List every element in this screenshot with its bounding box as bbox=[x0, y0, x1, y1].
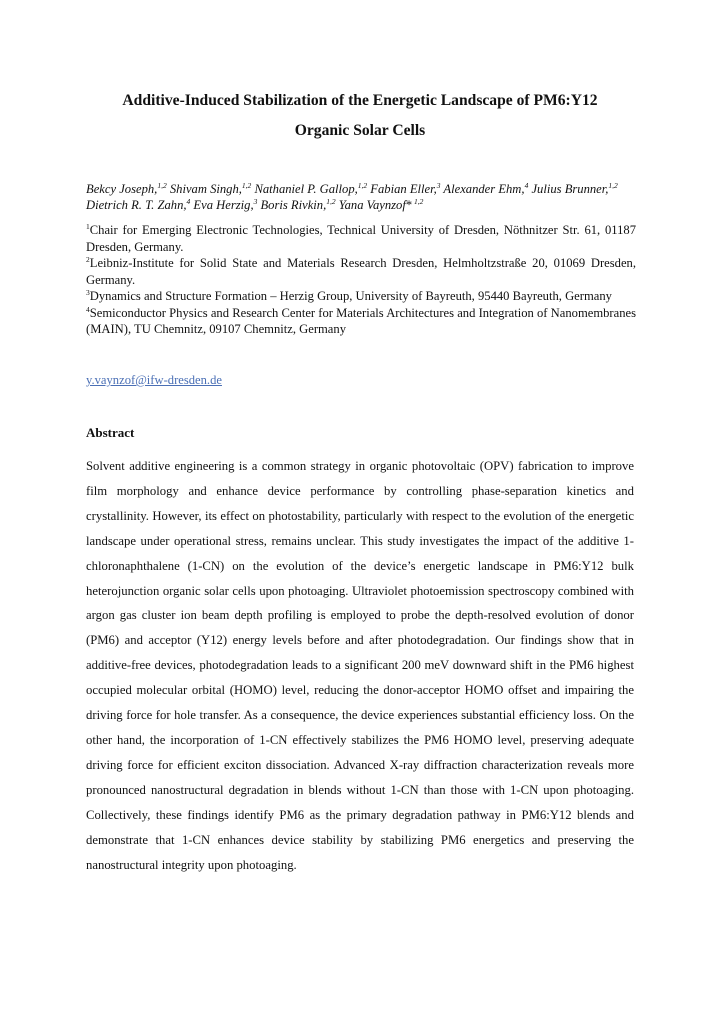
author-name: Fabian Eller, bbox=[367, 182, 437, 196]
author-affil-sup: 3 bbox=[436, 181, 441, 190]
affiliation-text: Semiconductor Physics and Research Center for Materials Architectures and Integration of Nanomembranes (MAIN), TU Chemnitz, 09107 Chemnitz, Germany bbox=[86, 305, 636, 336]
affiliation-number: 3 bbox=[86, 288, 90, 297]
author-name: Bekcy Joseph, bbox=[86, 182, 158, 196]
affiliation-number: 2 bbox=[86, 255, 90, 264]
author-name: Nathaniel P. Gallop, bbox=[251, 182, 358, 196]
affiliation-list bbox=[86, 222, 636, 338]
abstract-body: Solvent additive engineering is a common strategy in organic photovoltaic (OPV) fabrication to improve film morphology and enhance device performance by controlling phase-separation kinetics and crystallinity. However, its effect on photostability, particularly with respect to the evolution of the energetic landscape under operational stress, remains unclear. This study investigates the impact of the additive 1-chloronaphthalene (1-CN) on the evolution of the device’s energetic landscape in PM6:Y12 bulk heterojunction organic solar cells upon photoaging. Ultraviolet photoemission spectroscopy combined with argon gas cluster ion beam depth profiling is employed to probe the depth-resolved evolution of donor (PM6) and acceptor (Y12) energy levels before and after photodegradation. Our findings show that in additive-free devices, photodegradation leads to a significant 200 meV downward shift in the PM6 highest occupied molecular orbital (HOMO) level, reducing the donor-acceptor HOMO offset and impairing the driving force for hole transfer. As a consequence, the device experiences substantial efficiency loss. On the other hand, the incorporation of 1-CN effectively stabilizes the PM6 HOMO level, preserving adequate driving force for efficient exciton dissociation. Advanced X-ray diffraction characterization reveals more pronounced nanostructural degradation in blends without 1-CN than those with 1-CN upon photoaging. Collectively, these findings identify PM6 as the primary degradation pathway in PM6:Y12 blends and demonstrate that 1-CN enhances device stability by stabilizing PM6 energetics and preserving the nanostructural integrity upon photoaging. bbox=[86, 459, 634, 872]
title-line-1: Additive-Induced Stabilization of the Energetic Landscape of PM6:Y12 bbox=[122, 92, 598, 109]
affiliation-item bbox=[86, 255, 636, 288]
author-name: Eva Herzig, bbox=[190, 198, 254, 212]
email-link[interactable]: y.vaynzof@ifw-dresden.de bbox=[86, 373, 222, 387]
title-line-2: Organic Solar Cells bbox=[294, 122, 426, 139]
author-name: Julius Brunner, bbox=[528, 182, 609, 196]
author-name: Shivam Singh, bbox=[166, 182, 242, 196]
author-affil-sup: 3 bbox=[253, 197, 258, 206]
corresponding-author-star: * bbox=[405, 198, 413, 212]
abstract-heading: Abstract bbox=[86, 425, 135, 440]
affiliation-text: Dynamics and Structure Formation – Herzig Group, University of Bayreuth, 95440 Bayreuth, Germany bbox=[89, 289, 612, 303]
author-affil-sup: 1,2 bbox=[157, 181, 167, 190]
affiliation-number: 4 bbox=[86, 304, 90, 314]
affiliation-text: Leibniz-Institute for Solid State and Materials Research Dresden, Helmholtzstraße 20, 01069 Dresden, Germany. bbox=[86, 256, 636, 287]
author-affil-sup: 4 bbox=[524, 181, 529, 190]
author-affil-sup: 1,2 bbox=[326, 197, 336, 206]
author-affil-sup: 1,2 bbox=[241, 181, 252, 190]
affiliation-text: Chair for Emerging Electronic Technologies, Technical University of Dresden, Nöthnitzer Str. 61, 01187 Dresden, Germany. bbox=[86, 223, 636, 254]
author-affil-sup: 1,2 bbox=[357, 181, 368, 190]
paper-title bbox=[86, 86, 634, 146]
author-name: Yana Vaynzof bbox=[335, 198, 406, 212]
author-name: Boris Rivkin, bbox=[257, 198, 327, 212]
author-affil-sup: 4 bbox=[186, 197, 191, 206]
affiliation-number: 1 bbox=[86, 222, 90, 231]
author-name: Dietrich R. T. Zahn, bbox=[86, 198, 187, 212]
author-list bbox=[86, 181, 636, 213]
author-name: Alexander Ehm, bbox=[440, 182, 525, 196]
affiliation-item bbox=[86, 222, 636, 255]
author-affil-sup: 1,2 bbox=[608, 181, 618, 190]
affiliation-item bbox=[86, 288, 636, 305]
affiliation-item bbox=[86, 305, 636, 338]
author-affil-sup: 1,2 bbox=[412, 197, 424, 206]
